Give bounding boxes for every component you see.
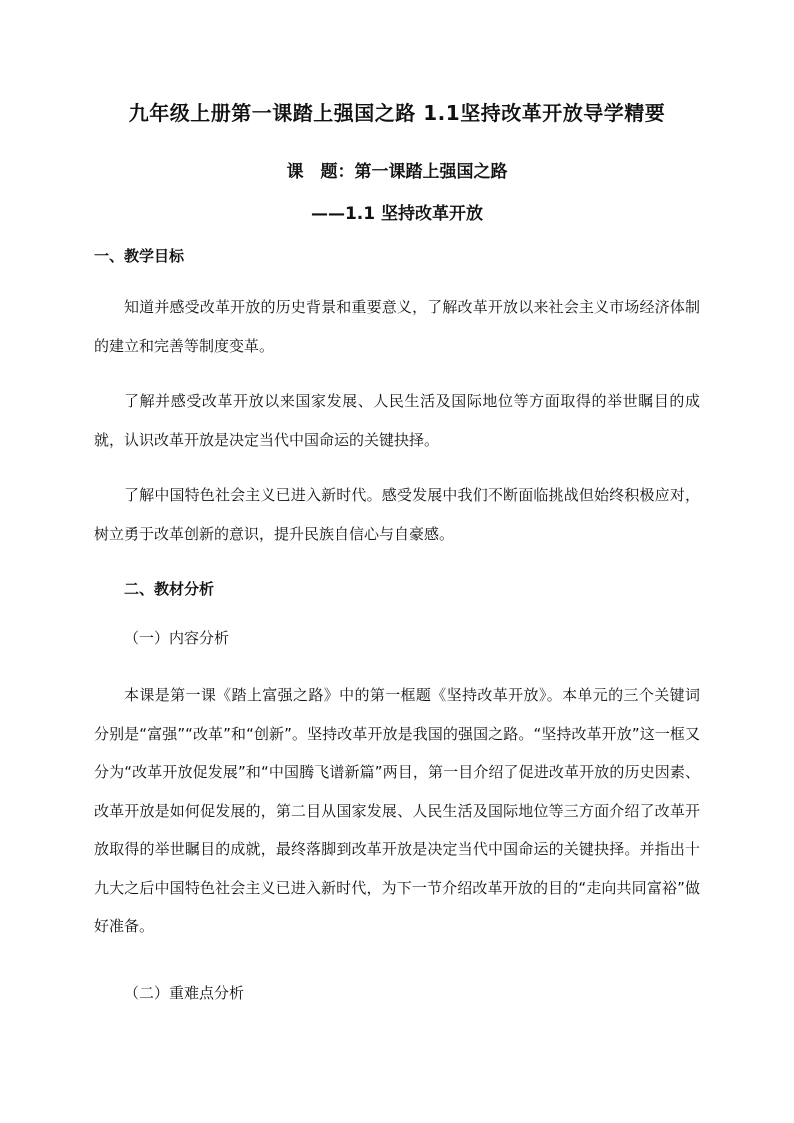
objective-paragraph-1: 知道并感受改革开放的历史背景和重要意义，了解改革开放以来社会主义市场经济体制的建立和完善等制度变革。: [94, 298, 700, 355]
lesson-subtitle: ——1.1 坚持改革开放: [310, 204, 484, 224]
content-analysis-heading: （一）内容分析: [124, 629, 230, 647]
key-points-heading: （二）重难点分析: [124, 984, 245, 1002]
content-analysis-paragraph: 本课是第一课《踏上富强之路》中的第一框题《坚持改革开放》。本单元的三个关键词分别是“富强”“改革”和“创新”。坚持改革开放是我国的强国之路。“坚持改革开放”这一框又分为“改革开放促发展”和“中国腾飞谱新篇”两目，第一目介绍了促进改革开放的历史因素、改革开放是如何促发展的，第二目从国家发展、人民生活及国际地位等三方面介绍了改革开放取得的举世瞩目的成就，最终落脚到改革开放是决定当代中国命运的关键抉择。并指出十九大之后中国特色社会主义已进入新时代，为下一节介绍改革开放的目的“走向共同富裕”做好准备。: [94, 686, 700, 935]
lesson-subject: 课 题：第一课踏上强国之路: [286, 162, 508, 182]
objective-paragraph-2: 了解并感受改革开放以来国家发展、人民生活及国际地位等方面取得的举世瞩目的成就，认识改革开放是决定当代中国命运的关键抉择。: [94, 392, 700, 449]
analysis-heading: 二、教材分析: [124, 580, 215, 598]
objective-paragraph-3: 了解中国特色社会主义已进入新时代。感受发展中我们不断面临挑战但始终积极应对，树立勇于改革创新的意识，提升民族自信心与自豪感。: [94, 486, 700, 543]
document-title: 九年级上册第一课踏上强国之路 1.1坚持改革开放导学精要: [128, 101, 666, 125]
objectives-heading: 一、教学目标: [94, 247, 185, 265]
